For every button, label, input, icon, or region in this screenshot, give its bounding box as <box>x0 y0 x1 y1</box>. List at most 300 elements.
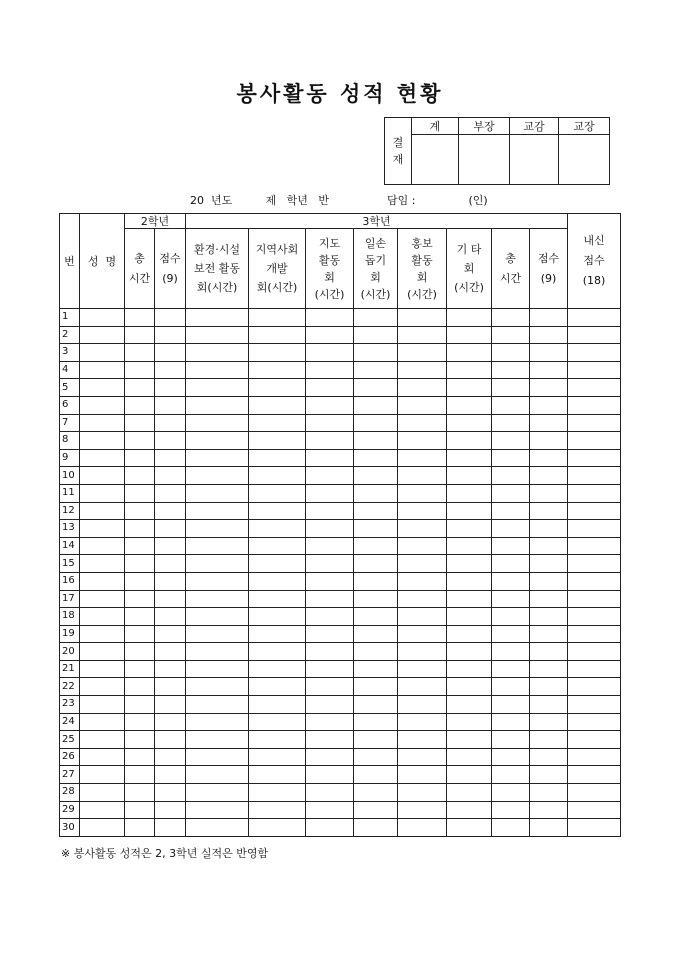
record-cell[interactable] <box>492 449 530 467</box>
record-cell[interactable] <box>125 414 155 432</box>
record-cell[interactable] <box>354 678 398 696</box>
record-cell[interactable] <box>447 819 492 837</box>
record-cell[interactable] <box>568 819 621 837</box>
record-cell[interactable] <box>125 608 155 626</box>
record-cell[interactable] <box>155 660 186 678</box>
record-cell[interactable] <box>568 766 621 784</box>
record-cell[interactable] <box>354 608 398 626</box>
record-cell[interactable] <box>125 643 155 661</box>
record-cell[interactable] <box>530 801 568 819</box>
record-cell[interactable] <box>530 326 568 344</box>
record-cell[interactable] <box>155 643 186 661</box>
record-cell[interactable] <box>447 309 492 327</box>
record-cell[interactable] <box>447 696 492 714</box>
record-cell[interactable] <box>155 731 186 749</box>
student-name-cell[interactable] <box>80 309 125 327</box>
student-name-cell[interactable] <box>80 678 125 696</box>
record-cell[interactable] <box>354 819 398 837</box>
record-cell[interactable] <box>155 590 186 608</box>
record-cell[interactable] <box>492 819 530 837</box>
record-cell[interactable] <box>530 713 568 731</box>
record-cell[interactable] <box>398 625 447 643</box>
record-cell[interactable] <box>354 713 398 731</box>
record-cell[interactable] <box>447 643 492 661</box>
record-cell[interactable] <box>354 696 398 714</box>
record-cell[interactable] <box>249 379 306 397</box>
record-cell[interactable] <box>492 344 530 362</box>
record-cell[interactable] <box>306 326 354 344</box>
record-cell[interactable] <box>249 678 306 696</box>
record-cell[interactable] <box>155 537 186 555</box>
record-cell[interactable] <box>398 414 447 432</box>
record-cell[interactable] <box>354 660 398 678</box>
record-cell[interactable] <box>155 502 186 520</box>
record-cell[interactable] <box>530 467 568 485</box>
record-cell[interactable] <box>125 502 155 520</box>
record-cell[interactable] <box>306 379 354 397</box>
record-cell[interactable] <box>306 449 354 467</box>
record-cell[interactable] <box>155 696 186 714</box>
record-cell[interactable] <box>125 484 155 502</box>
record-cell[interactable] <box>568 678 621 696</box>
record-cell[interactable] <box>530 432 568 450</box>
record-cell[interactable] <box>306 784 354 802</box>
record-cell[interactable] <box>398 537 447 555</box>
student-name-cell[interactable] <box>80 520 125 538</box>
record-cell[interactable] <box>568 748 621 766</box>
record-cell[interactable] <box>306 713 354 731</box>
record-cell[interactable] <box>306 660 354 678</box>
approval-signature-principal[interactable] <box>559 135 610 185</box>
record-cell[interactable] <box>398 784 447 802</box>
record-cell[interactable] <box>186 502 249 520</box>
record-cell[interactable] <box>492 537 530 555</box>
record-cell[interactable] <box>447 784 492 802</box>
record-cell[interactable] <box>398 344 447 362</box>
record-cell[interactable] <box>530 555 568 573</box>
record-cell[interactable] <box>125 766 155 784</box>
record-cell[interactable] <box>492 484 530 502</box>
record-cell[interactable] <box>186 608 249 626</box>
record-cell[interactable] <box>568 801 621 819</box>
record-cell[interactable] <box>568 467 621 485</box>
student-name-cell[interactable] <box>80 555 125 573</box>
record-cell[interactable] <box>249 326 306 344</box>
record-cell[interactable] <box>249 660 306 678</box>
record-cell[interactable] <box>447 572 492 590</box>
record-cell[interactable] <box>447 344 492 362</box>
record-cell[interactable] <box>354 396 398 414</box>
record-cell[interactable] <box>354 537 398 555</box>
record-cell[interactable] <box>447 608 492 626</box>
record-cell[interactable] <box>354 467 398 485</box>
record-cell[interactable] <box>155 484 186 502</box>
record-cell[interactable] <box>568 344 621 362</box>
record-cell[interactable] <box>125 520 155 538</box>
record-cell[interactable] <box>155 379 186 397</box>
record-cell[interactable] <box>354 555 398 573</box>
record-cell[interactable] <box>447 555 492 573</box>
record-cell[interactable] <box>398 396 447 414</box>
record-cell[interactable] <box>447 432 492 450</box>
record-cell[interactable] <box>125 379 155 397</box>
record-cell[interactable] <box>398 748 447 766</box>
student-name-cell[interactable] <box>80 608 125 626</box>
record-cell[interactable] <box>125 625 155 643</box>
record-cell[interactable] <box>306 801 354 819</box>
record-cell[interactable] <box>125 696 155 714</box>
record-cell[interactable] <box>125 748 155 766</box>
record-cell[interactable] <box>568 484 621 502</box>
record-cell[interactable] <box>306 748 354 766</box>
student-name-cell[interactable] <box>80 660 125 678</box>
record-cell[interactable] <box>530 608 568 626</box>
record-cell[interactable] <box>306 590 354 608</box>
record-cell[interactable] <box>530 344 568 362</box>
record-cell[interactable] <box>530 502 568 520</box>
student-name-cell[interactable] <box>80 801 125 819</box>
record-cell[interactable] <box>398 643 447 661</box>
record-cell[interactable] <box>398 801 447 819</box>
record-cell[interactable] <box>492 678 530 696</box>
record-cell[interactable] <box>306 520 354 538</box>
record-cell[interactable] <box>568 396 621 414</box>
record-cell[interactable] <box>398 326 447 344</box>
record-cell[interactable] <box>530 572 568 590</box>
student-name-cell[interactable] <box>80 432 125 450</box>
student-name-cell[interactable] <box>80 484 125 502</box>
record-cell[interactable] <box>568 643 621 661</box>
record-cell[interactable] <box>354 643 398 661</box>
record-cell[interactable] <box>398 449 447 467</box>
record-cell[interactable] <box>447 467 492 485</box>
record-cell[interactable] <box>125 678 155 696</box>
record-cell[interactable] <box>249 696 306 714</box>
student-name-cell[interactable] <box>80 537 125 555</box>
record-cell[interactable] <box>530 643 568 661</box>
student-name-cell[interactable] <box>80 625 125 643</box>
record-cell[interactable] <box>249 537 306 555</box>
record-cell[interactable] <box>186 344 249 362</box>
student-name-cell[interactable] <box>80 344 125 362</box>
record-cell[interactable] <box>398 572 447 590</box>
record-cell[interactable] <box>447 801 492 819</box>
record-cell[interactable] <box>354 590 398 608</box>
record-cell[interactable] <box>492 731 530 749</box>
record-cell[interactable] <box>155 819 186 837</box>
record-cell[interactable] <box>249 590 306 608</box>
record-cell[interactable] <box>447 361 492 379</box>
record-cell[interactable] <box>249 344 306 362</box>
student-name-cell[interactable] <box>80 572 125 590</box>
record-cell[interactable] <box>447 502 492 520</box>
record-cell[interactable] <box>492 467 530 485</box>
record-cell[interactable] <box>306 537 354 555</box>
record-cell[interactable] <box>530 309 568 327</box>
record-cell[interactable] <box>354 414 398 432</box>
record-cell[interactable] <box>186 731 249 749</box>
record-cell[interactable] <box>125 537 155 555</box>
record-cell[interactable] <box>492 414 530 432</box>
record-cell[interactable] <box>354 344 398 362</box>
record-cell[interactable] <box>447 379 492 397</box>
record-cell[interactable] <box>447 520 492 538</box>
record-cell[interactable] <box>447 484 492 502</box>
record-cell[interactable] <box>354 766 398 784</box>
record-cell[interactable] <box>186 414 249 432</box>
record-cell[interactable] <box>125 590 155 608</box>
record-cell[interactable] <box>155 748 186 766</box>
record-cell[interactable] <box>125 801 155 819</box>
record-cell[interactable] <box>249 502 306 520</box>
student-name-cell[interactable] <box>80 414 125 432</box>
record-cell[interactable] <box>568 731 621 749</box>
record-cell[interactable] <box>354 520 398 538</box>
record-cell[interactable] <box>155 309 186 327</box>
record-cell[interactable] <box>306 467 354 485</box>
record-cell[interactable] <box>186 396 249 414</box>
student-name-cell[interactable] <box>80 326 125 344</box>
student-name-cell[interactable] <box>80 590 125 608</box>
record-cell[interactable] <box>306 572 354 590</box>
record-cell[interactable] <box>354 572 398 590</box>
record-cell[interactable] <box>125 555 155 573</box>
record-cell[interactable] <box>447 766 492 784</box>
record-cell[interactable] <box>155 449 186 467</box>
record-cell[interactable] <box>155 520 186 538</box>
record-cell[interactable] <box>447 678 492 696</box>
record-cell[interactable] <box>398 379 447 397</box>
record-cell[interactable] <box>186 643 249 661</box>
approval-signature-staff[interactable] <box>412 135 459 185</box>
record-cell[interactable] <box>186 819 249 837</box>
record-cell[interactable] <box>398 819 447 837</box>
record-cell[interactable] <box>249 432 306 450</box>
record-cell[interactable] <box>125 344 155 362</box>
record-cell[interactable] <box>249 731 306 749</box>
record-cell[interactable] <box>492 326 530 344</box>
record-cell[interactable] <box>249 748 306 766</box>
record-cell[interactable] <box>306 678 354 696</box>
record-cell[interactable] <box>186 590 249 608</box>
record-cell[interactable] <box>568 520 621 538</box>
student-name-cell[interactable] <box>80 502 125 520</box>
record-cell[interactable] <box>530 449 568 467</box>
record-cell[interactable] <box>354 784 398 802</box>
record-cell[interactable] <box>447 590 492 608</box>
student-name-cell[interactable] <box>80 819 125 837</box>
record-cell[interactable] <box>306 608 354 626</box>
record-cell[interactable] <box>125 784 155 802</box>
record-cell[interactable] <box>492 555 530 573</box>
record-cell[interactable] <box>186 678 249 696</box>
record-cell[interactable] <box>398 432 447 450</box>
record-cell[interactable] <box>398 520 447 538</box>
record-cell[interactable] <box>447 414 492 432</box>
record-cell[interactable] <box>530 520 568 538</box>
record-cell[interactable] <box>530 625 568 643</box>
record-cell[interactable] <box>354 801 398 819</box>
record-cell[interactable] <box>492 784 530 802</box>
record-cell[interactable] <box>125 660 155 678</box>
record-cell[interactable] <box>186 484 249 502</box>
record-cell[interactable] <box>186 361 249 379</box>
record-cell[interactable] <box>125 731 155 749</box>
record-cell[interactable] <box>354 625 398 643</box>
record-cell[interactable] <box>447 625 492 643</box>
record-cell[interactable] <box>155 555 186 573</box>
student-name-cell[interactable] <box>80 379 125 397</box>
record-cell[interactable] <box>530 396 568 414</box>
record-cell[interactable] <box>354 484 398 502</box>
record-cell[interactable] <box>125 432 155 450</box>
record-cell[interactable] <box>249 713 306 731</box>
record-cell[interactable] <box>125 449 155 467</box>
record-cell[interactable] <box>530 590 568 608</box>
record-cell[interactable] <box>186 326 249 344</box>
record-cell[interactable] <box>447 713 492 731</box>
student-name-cell[interactable] <box>80 467 125 485</box>
record-cell[interactable] <box>447 660 492 678</box>
record-cell[interactable] <box>398 555 447 573</box>
record-cell[interactable] <box>354 326 398 344</box>
record-cell[interactable] <box>354 731 398 749</box>
record-cell[interactable] <box>306 766 354 784</box>
student-name-cell[interactable] <box>80 766 125 784</box>
student-name-cell[interactable] <box>80 643 125 661</box>
record-cell[interactable] <box>125 819 155 837</box>
record-cell[interactable] <box>186 555 249 573</box>
record-cell[interactable] <box>398 678 447 696</box>
record-cell[interactable] <box>155 801 186 819</box>
record-cell[interactable] <box>568 590 621 608</box>
record-cell[interactable] <box>155 396 186 414</box>
record-cell[interactable] <box>186 520 249 538</box>
record-cell[interactable] <box>530 696 568 714</box>
record-cell[interactable] <box>186 784 249 802</box>
record-cell[interactable] <box>186 379 249 397</box>
record-cell[interactable] <box>447 537 492 555</box>
student-name-cell[interactable] <box>80 361 125 379</box>
year-field[interactable]: 20 년도 <box>190 194 233 207</box>
record-cell[interactable] <box>186 748 249 766</box>
record-cell[interactable] <box>186 467 249 485</box>
record-cell[interactable] <box>354 449 398 467</box>
record-cell[interactable] <box>249 309 306 327</box>
record-cell[interactable] <box>530 678 568 696</box>
record-cell[interactable] <box>306 502 354 520</box>
record-cell[interactable] <box>155 432 186 450</box>
record-cell[interactable] <box>568 784 621 802</box>
record-cell[interactable] <box>155 713 186 731</box>
record-cell[interactable] <box>249 467 306 485</box>
record-cell[interactable] <box>568 502 621 520</box>
record-cell[interactable] <box>155 766 186 784</box>
record-cell[interactable] <box>530 731 568 749</box>
record-cell[interactable] <box>306 432 354 450</box>
record-cell[interactable] <box>398 484 447 502</box>
record-cell[interactable] <box>249 361 306 379</box>
record-cell[interactable] <box>186 449 249 467</box>
record-cell[interactable] <box>398 590 447 608</box>
record-cell[interactable] <box>354 379 398 397</box>
record-cell[interactable] <box>249 449 306 467</box>
record-cell[interactable] <box>492 766 530 784</box>
record-cell[interactable] <box>306 731 354 749</box>
record-cell[interactable] <box>155 326 186 344</box>
record-cell[interactable] <box>447 326 492 344</box>
record-cell[interactable] <box>492 432 530 450</box>
record-cell[interactable] <box>492 625 530 643</box>
record-cell[interactable] <box>354 309 398 327</box>
record-cell[interactable] <box>492 361 530 379</box>
record-cell[interactable] <box>249 520 306 538</box>
record-cell[interactable] <box>125 396 155 414</box>
record-cell[interactable] <box>398 713 447 731</box>
record-cell[interactable] <box>492 801 530 819</box>
record-cell[interactable] <box>530 748 568 766</box>
record-cell[interactable] <box>447 748 492 766</box>
record-cell[interactable] <box>492 660 530 678</box>
record-cell[interactable] <box>125 713 155 731</box>
record-cell[interactable] <box>249 784 306 802</box>
record-cell[interactable] <box>155 344 186 362</box>
record-cell[interactable] <box>306 484 354 502</box>
record-cell[interactable] <box>492 520 530 538</box>
record-cell[interactable] <box>568 309 621 327</box>
record-cell[interactable] <box>492 396 530 414</box>
record-cell[interactable] <box>398 467 447 485</box>
record-cell[interactable] <box>125 572 155 590</box>
record-cell[interactable] <box>186 625 249 643</box>
record-cell[interactable] <box>155 414 186 432</box>
record-cell[interactable] <box>568 555 621 573</box>
record-cell[interactable] <box>530 537 568 555</box>
record-cell[interactable] <box>125 309 155 327</box>
record-cell[interactable] <box>530 766 568 784</box>
record-cell[interactable] <box>155 678 186 696</box>
record-cell[interactable] <box>568 361 621 379</box>
record-cell[interactable] <box>492 590 530 608</box>
record-cell[interactable] <box>530 819 568 837</box>
record-cell[interactable] <box>354 502 398 520</box>
student-name-cell[interactable] <box>80 696 125 714</box>
record-cell[interactable] <box>306 361 354 379</box>
record-cell[interactable] <box>306 696 354 714</box>
record-cell[interactable] <box>568 660 621 678</box>
record-cell[interactable] <box>398 731 447 749</box>
record-cell[interactable] <box>186 696 249 714</box>
record-cell[interactable] <box>568 432 621 450</box>
record-cell[interactable] <box>186 537 249 555</box>
record-cell[interactable] <box>568 696 621 714</box>
record-cell[interactable] <box>155 361 186 379</box>
record-cell[interactable] <box>186 660 249 678</box>
record-cell[interactable] <box>306 625 354 643</box>
record-cell[interactable] <box>249 396 306 414</box>
record-cell[interactable] <box>125 326 155 344</box>
student-name-cell[interactable] <box>80 731 125 749</box>
record-cell[interactable] <box>398 766 447 784</box>
record-cell[interactable] <box>530 784 568 802</box>
record-cell[interactable] <box>249 801 306 819</box>
record-cell[interactable] <box>492 608 530 626</box>
record-cell[interactable] <box>125 467 155 485</box>
record-cell[interactable] <box>306 309 354 327</box>
record-cell[interactable] <box>155 784 186 802</box>
record-cell[interactable] <box>186 766 249 784</box>
record-cell[interactable] <box>249 819 306 837</box>
